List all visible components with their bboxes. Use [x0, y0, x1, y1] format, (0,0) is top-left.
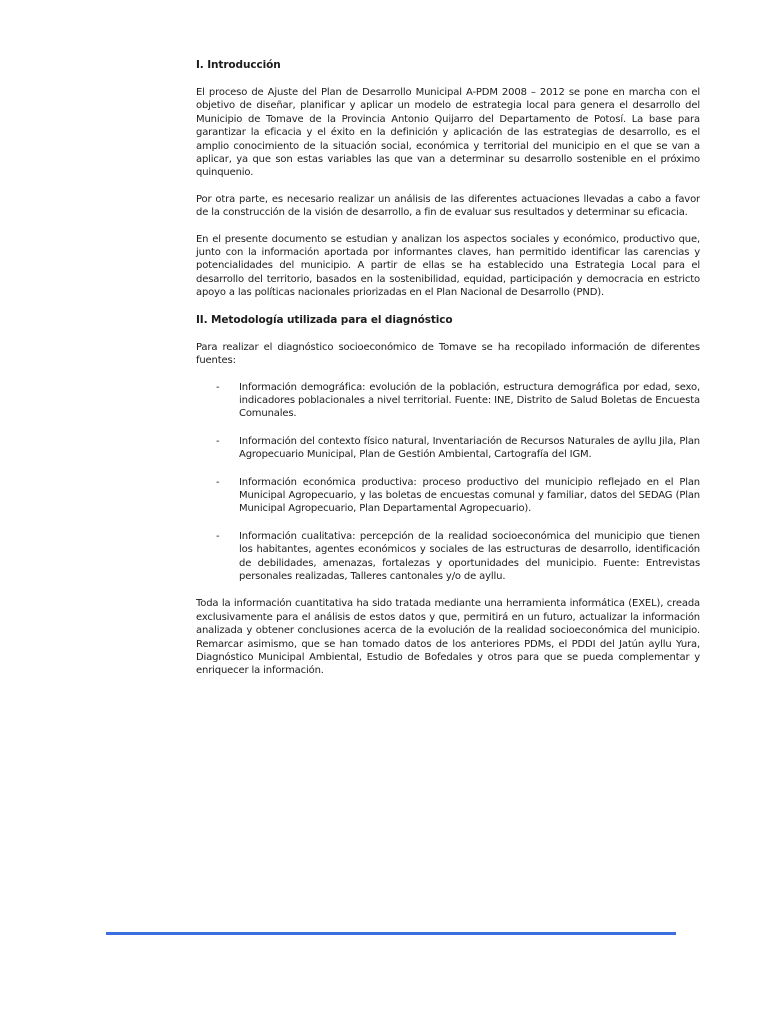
list-item — [196, 476, 700, 516]
sources-list — [196, 381, 700, 584]
list-item-text: Información del contexto físico natural, Inventariación de Recursos Naturales de ayllu Jila, Plan Agropecuario Municipal, Plan de Gestión Ambiental, Cartografía del IGM. — [239, 435, 700, 461]
closing-paragraph: Toda la información cuantitativa ha sido tratada mediante una herramienta informática (EXEL), creada exclusivamente para el análisis de estos datos y que, permitirá en un futuro, actualizar la información analizada y obtener conclusiones acerca de la evolución de la realidad socioeconómica del municipio. Remarcar asimismo, que se han tomado datos de los anteriores PDMs, el PDDI del Jatún ayllu Yura, Diagnóstico Municipal Ambiental, Estudio de Bofedales y otros para que se pueda complementar y enriquecer la información. — [196, 598, 700, 677]
bullet-dash: - — [216, 381, 220, 393]
document-body — [196, 58, 700, 691]
footer-rule — [106, 932, 676, 935]
methodology-intro: Para realizar el diagnóstico socioeconómico de Tomave se ha recopilado información de diferentes fuentes: — [196, 341, 700, 367]
list-item-text: Información económica productiva: proceso productivo del municipio reflejado en el Plan Municipal Agropecuario, y las boletas de encuestas comunal y familiar, datos del SEDAG (Plan Municipal Agropecuario, Plan Departamental Agropecuario). — [239, 476, 700, 515]
bullet-dash: - — [216, 476, 220, 488]
list-item — [196, 530, 700, 584]
list-item — [196, 435, 700, 462]
bullet-dash: - — [216, 530, 220, 542]
intro-paragraph-3: En el presente documento se estudian y analizan los aspectos sociales y económico, productivo que, junto con la información aportada por informantes claves, han permitido identificar las carencias y potencialidades del municipio. A partir de ellas se ha establecido una Estrategia Local para el desarrollo del territorio, basados en la sostenibilidad, equidad, participación y democracia en estricto apoyo a las políticas nacionales priorizadas en el Plan Nacional de Desarrollo (PND). — [196, 233, 700, 299]
section-heading-introduccion: I. Introducción — [196, 59, 281, 71]
intro-paragraph-2: Por otra parte, es necesario realizar un análisis de las diferentes actuaciones llevadas a cabo a favor de la construcción de la visión de desarrollo, a fin de evaluar sus resultados y determinar su eficacia. — [196, 193, 700, 219]
list-item-text: Información demográfica: evolución de la población, estructura demográfica por edad, sexo, indicadores poblacionales a nivel territorial. Fuente: INE, Distrito de Salud Boletas de Encuesta Comunales. — [239, 381, 700, 420]
section-heading-metodologia: II. Metodología utilizada para el diagnóstico — [196, 313, 453, 326]
intro-paragraph-1: El proceso de Ajuste del Plan de Desarrollo Municipal A-PDM 2008 – 2012 se pone en marcha con el objetivo de diseñar, planificar y aplicar un modelo de estrategia local para genera el desarrollo del Municipio de Tomave de la Provincia Antonio Quijarro del Departamento de Potosí. La base para garantizar la eficacia y el éxito en la definición y aplicación de las estrategias de desarrollo, es el amplio conocimiento de la situación social, económica y territorial del municipio en el que se van a aplicar, ya que son estas variables las que van a determinar su desarrollo sostenible en el próximo quinquenio. — [196, 87, 700, 179]
list-item-text: Información cualitativa: percepción de la realidad socioeconómica del municipio que tienen los habitantes, agentes económicos y sociales de las estructuras de desarrollo, identificación de debilidades, amenazas, fortalezas y oportunidades del municipio. Fuente: Entrevistas personales realizadas, Talleres cantonales y/o de ayllu. — [239, 530, 700, 582]
bullet-dash: - — [216, 435, 220, 447]
list-item — [196, 381, 700, 421]
